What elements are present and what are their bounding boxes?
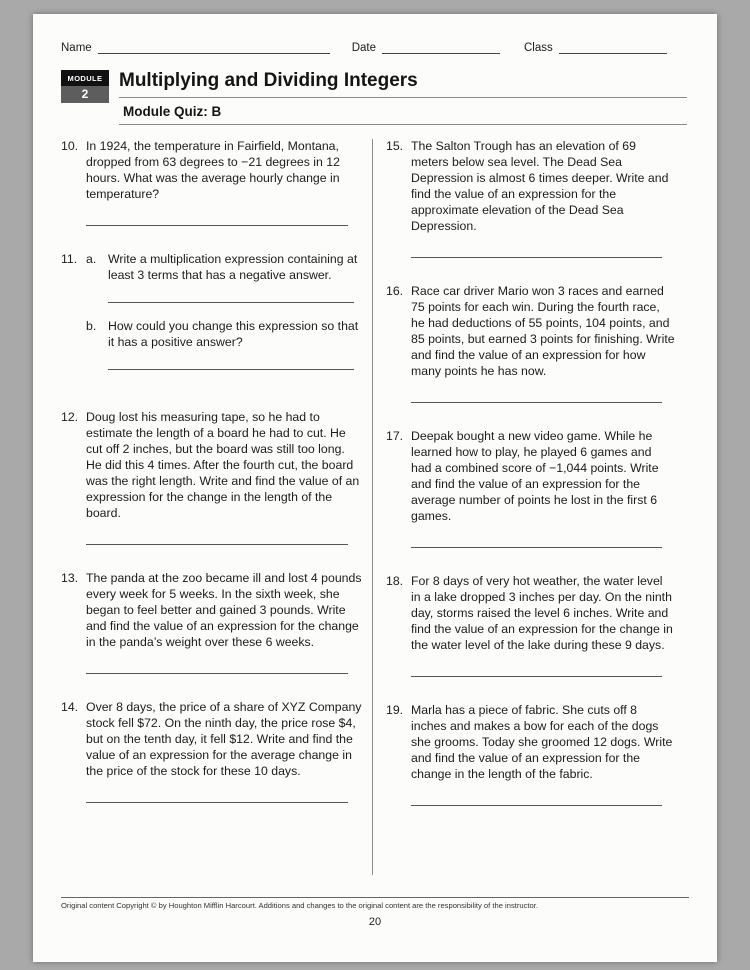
answer-line: [108, 302, 354, 303]
question-number: 19.: [386, 702, 404, 717]
module-badge-number: 2: [61, 86, 109, 103]
quiz-body: [61, 139, 689, 875]
date-blank-line: [382, 40, 500, 54]
question-text: The panda at the zoo became ill and lost 4 pounds every week for 5 weeks. In the sixth week, she began to feel better and gained 3 pounds. Write and find the value of an expression for the change in the panda’s weight over these 6 weeks.: [86, 570, 362, 649]
question-number: 10.: [61, 139, 79, 153]
question-number: 17.: [386, 428, 404, 443]
question-11-part-b: [86, 319, 362, 372]
question-11-part-a: [86, 252, 362, 305]
answer-line: [411, 547, 662, 548]
question-number: 11.: [61, 251, 78, 266]
class-blank-line: [559, 40, 667, 54]
question-number: 12.: [61, 409, 79, 424]
student-info-row: [61, 40, 689, 54]
answer-line: [411, 402, 662, 403]
question-10: [61, 139, 362, 228]
question-text: In 1924, the temperature in Fairfield, Montana, dropped from 63 degrees to −21 degrees in 12 hours. What was the average hourly change in temperature?: [86, 139, 340, 201]
question-17: [386, 429, 675, 550]
question-text: The Salton Trough has an elevation of 69 meters below sea level. The Dead Sea Depression is almost 6 times deeper. Write and find the value of an expression for the approximate elevation of the Dead Sea Depression.: [411, 139, 669, 233]
answer-line: [411, 676, 662, 677]
question-text: Marla has a piece of fabric. She cuts off 8 inches and makes a bow for each of the dogs she grooms. Today she groomed 12 dogs. Write and find the value of an expression for the change in the length of the fabric.: [411, 702, 673, 781]
date-label: Date: [351, 42, 376, 54]
module-badge-label: MODULE: [61, 70, 109, 86]
name-blank-line: [98, 40, 330, 54]
question-16: [386, 284, 675, 405]
part-letter: b.: [86, 318, 97, 333]
class-label: Class: [523, 42, 553, 54]
answer-line: [411, 257, 662, 258]
question-text: Over 8 days, the price of a share of XYZ Company stock fell $72. On the ninth day, the price rose $4, but on the tenth day, it fell $12. Write and find the value of an expression for the average change in the price of the stock for these 10 days.: [86, 699, 362, 778]
right-column: [373, 139, 675, 875]
question-number: 16.: [386, 283, 404, 298]
question-text: Deepak bought a new video game. While he learned how to play, he played 6 games and had a combined score of −1,044 points. Write and find the value of an expression for the average number of points he lost in the first 6 games.: [411, 428, 659, 523]
question-text: Doug lost his measuring tape, so he had to estimate the length of a board he had to cut. He cut off 2 inches, but the board was still too long. He did this 4 times. After the fourth cut, the board was the right length. Write and find the value of an expression for the change in the length of the board.: [86, 409, 360, 520]
name-label: Name: [61, 42, 92, 54]
part-letter: a.: [86, 251, 97, 266]
question-number: 18.: [386, 573, 404, 588]
question-text: For 8 days of very hot weather, the water level in a lake dropped 3 inches per day. On the ninth day, storms raised the level 6 inches. Write and find the value of an expression for the change in the water level of the lake during these 9 days.: [411, 573, 673, 652]
title-block: [61, 70, 689, 125]
question-text: Race car driver Mario won 3 races and earned 75 points for each win. During the fourth race, he had deductions of 55 points, 104 points, and 85 points, but earned 3 points for finishing. Write and find the value of an expression for how many points he has now.: [411, 283, 675, 378]
module-badge: [61, 70, 109, 125]
question-text: How could you change this expression so that it has a positive answer?: [108, 318, 359, 349]
question-number: 15.: [386, 139, 404, 153]
page-number: 20: [368, 916, 382, 928]
answer-line: [86, 225, 348, 226]
answer-line: [411, 805, 662, 806]
question-number: 13.: [61, 570, 79, 585]
question-text: Write a multiplication expression containing at least 3 terms that has a negative answer.: [108, 251, 358, 282]
page-subtitle: Module Quiz: B: [119, 102, 687, 125]
page-title: Multiplying and Dividing Integers: [119, 70, 687, 98]
answer-line: [86, 544, 348, 545]
question-15: [386, 139, 675, 260]
left-column: [61, 139, 373, 875]
question-14: [61, 700, 362, 805]
question-12: [61, 410, 362, 547]
answer-line: [86, 673, 348, 674]
answer-line: [108, 369, 354, 370]
worksheet-page: [33, 14, 717, 962]
footer: [61, 897, 689, 910]
question-11: [61, 252, 362, 386]
question-18: [386, 574, 675, 679]
question-19: [386, 703, 675, 808]
copyright-text: Original content Copyright © by Houghton Mifflin Harcourt. Additions and changes to the original content are the responsibility of the instructor.: [61, 901, 538, 910]
question-number: 14.: [61, 699, 79, 714]
answer-line: [86, 802, 348, 803]
question-13: [61, 571, 362, 676]
